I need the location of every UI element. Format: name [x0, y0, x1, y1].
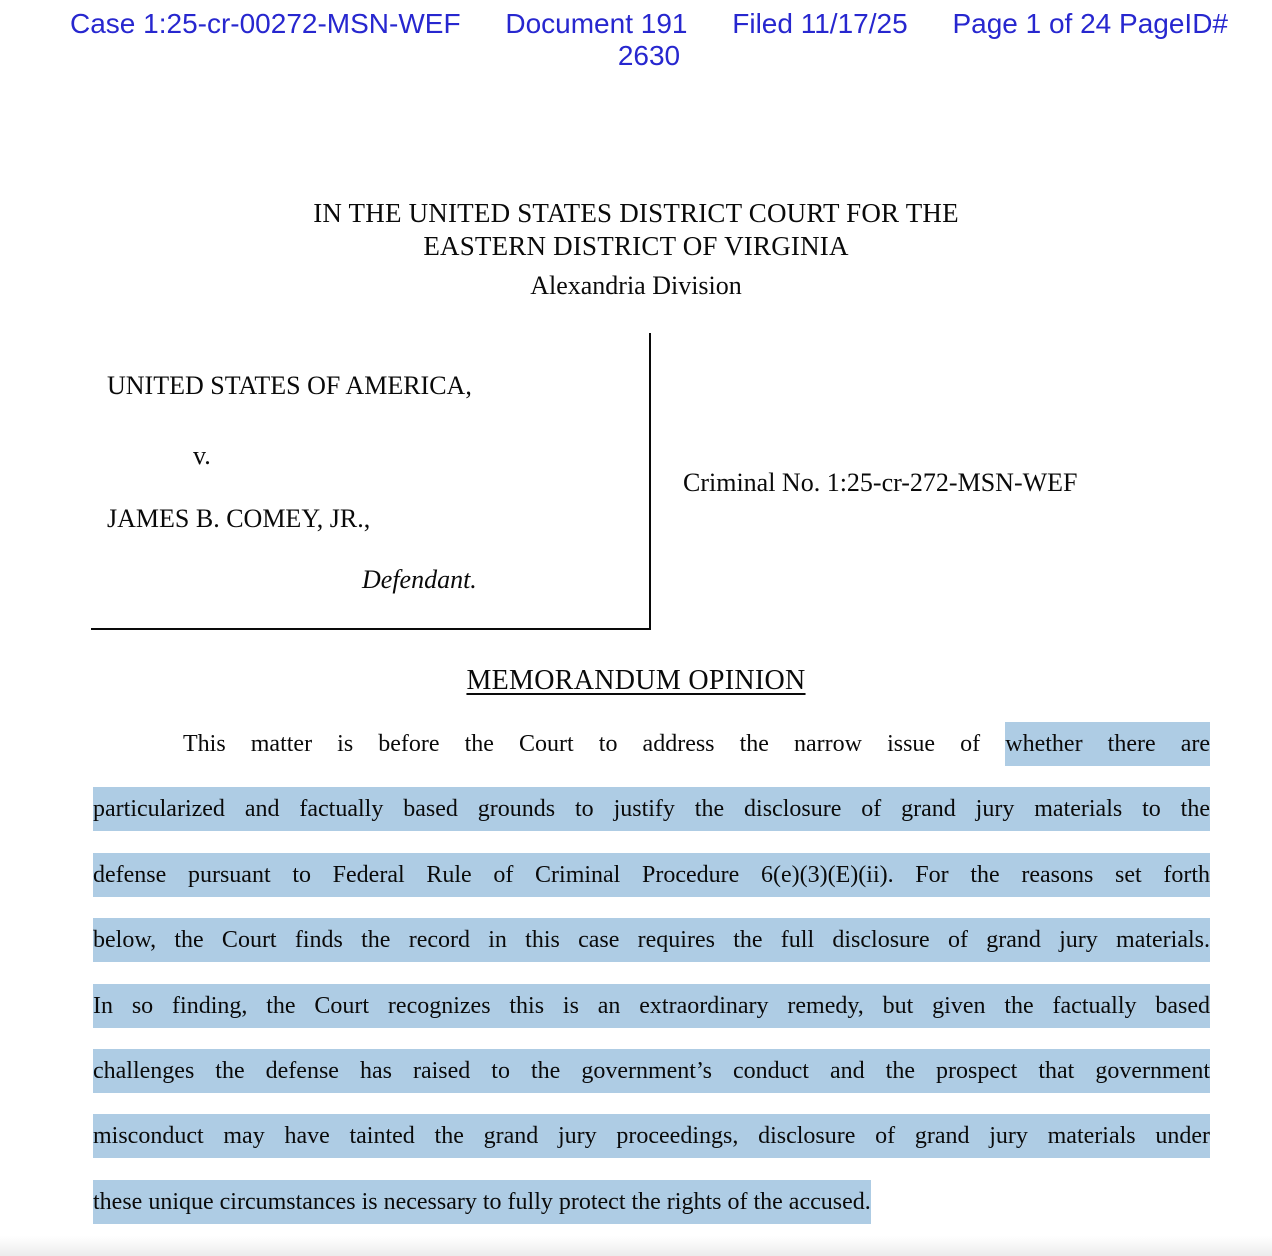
ecf-stamp-row: [70, 8, 1228, 40]
defendant-role-label: Defendant.: [362, 565, 477, 594]
plaintiff-name: UNITED STATES OF AMERICA,: [107, 371, 472, 400]
versus-label: v.: [193, 441, 211, 470]
stamp-document-number: Document 191: [505, 8, 688, 39]
ecf-stamp: [70, 8, 1228, 72]
body-line-4: [93, 908, 1210, 973]
court-heading-line2: EASTERN DISTRICT OF VIRGINIA: [423, 231, 849, 261]
opinion-paragraph: [93, 712, 1210, 1235]
criminal-case-number: Criminal No. 1:25-cr-272-MSN-WEF: [683, 468, 1078, 497]
body-line-3-highlight: defense pursuant to Federal Rule of Criminal Procedure 6(e)(3)(E)(ii). For the reasons set forth: [93, 853, 1210, 897]
stamp-pageid-number: 2630: [617, 40, 681, 71]
body-line-8: [93, 1170, 1210, 1235]
body-line-2-highlight: particularized and factually based grounds to justify the disclosure of grand jury materials to the: [93, 787, 1210, 831]
court-heading: [0, 197, 1272, 263]
body-line-8-highlight: these unique circumstances is necessary to fully protect the rights of the accused.: [93, 1180, 871, 1224]
body-line-7-highlight: misconduct may have tainted the grand jury proceedings, disclosure of grand jury materials under: [93, 1114, 1210, 1158]
body-line-5: [93, 974, 1210, 1039]
defendant-name: JAMES B. COMEY, JR.,: [107, 504, 371, 533]
stamp-page-info: Page 1 of 24 PageID#: [952, 8, 1228, 39]
body-line-1: [93, 712, 1210, 777]
body-line-5-highlight: In so finding, the Court recognizes this is an extraordinary remedy, but given the factually based: [93, 984, 1210, 1028]
opinion-title: MEMORANDUM OPINION: [466, 665, 806, 696]
division-label: Alexandria Division: [530, 271, 742, 300]
body-line-1-highlight: whether there are: [1005, 722, 1210, 766]
body-line-1-text: This matter is before the Court to address the narrow issue of: [183, 731, 1006, 757]
body-line-6: [93, 1039, 1210, 1104]
body-line-4-highlight: below, the Court finds the record in this case requires the full disclosure of grand jury materials.: [93, 918, 1210, 962]
body-line-2: [93, 777, 1210, 842]
body-line-7: [93, 1104, 1210, 1169]
body-line-3: [93, 843, 1210, 908]
stamp-filed-date: Filed 11/17/25: [732, 8, 908, 39]
page-bottom-shade: [0, 1236, 1272, 1256]
stamp-case-number: Case 1:25-cr-00272-MSN-WEF: [70, 8, 461, 39]
case-caption-box: [91, 333, 651, 630]
body-line-6-highlight: challenges the defense has raised to the government’s conduct and the prospect that government: [93, 1049, 1210, 1093]
court-heading-line1: IN THE UNITED STATES DISTRICT COURT FOR THE: [313, 198, 959, 228]
